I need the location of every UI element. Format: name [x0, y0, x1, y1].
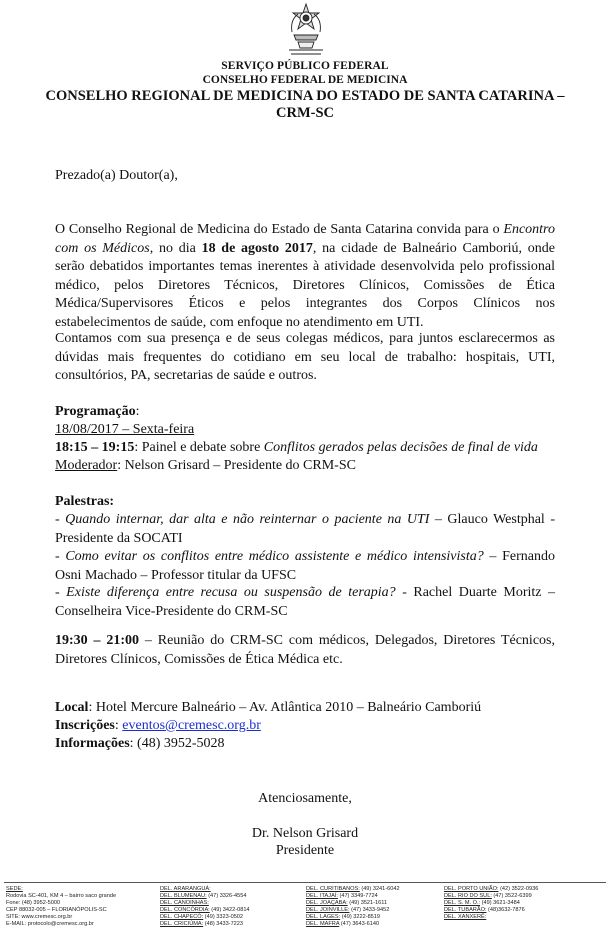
- footer: [0, 882, 610, 934]
- panel-text: : Painel e debate sobre: [134, 440, 264, 455]
- header-line-acronym: CRM-SC: [276, 105, 334, 121]
- footer-row: [6, 886, 116, 893]
- participation-paragraph: Contamos com sua presença e de seus colegas médicos, para juntos esclarecermos as dúvidas mais frequentes do cotidiano em seu local de trabalho: hospitais, UTI, consultórios, PA, secretarias de saúde e outros.: [55, 331, 555, 383]
- invitation-paragraph: [55, 221, 555, 332]
- invitation-text-mid: , no dia: [149, 240, 202, 256]
- coat-of-arms-icon: [286, 2, 326, 58]
- footer-divider: [4, 882, 606, 883]
- footer-row: DEL. RIO DO SUL: (47) 3522-6399: [444, 893, 532, 900]
- footer-row: CEP 88032-005 – FLORIANÓPOLIS-SC: [6, 907, 107, 914]
- invitation-text-end: , na cidade de Balneário Camboriú, onde serão debatidos importantes temas inerentes à atividade desenvolvida pelo profissional médico, pelos Diretores Técnicos, Diretores Clínicos, Comissões de Ética Médica/Supervisores Éticos e pelos integrantes dos Corpos Clínicos nos estabelecimentos de saúde, com enfoque no atendimento em UTI.: [55, 240, 555, 330]
- footer-row: DEL. CURITIBANOS: (49) 3241-6042: [306, 886, 400, 892]
- inscricoes-label: Inscrições: [55, 718, 115, 733]
- local-label: Local: [55, 700, 89, 715]
- palestra-item: [55, 584, 555, 621]
- footer-row: SITE: www.cremesc.org.br: [6, 914, 73, 921]
- footer-row: DEL. ITAJAÍ: (47) 3349-7724: [306, 893, 378, 900]
- palestra-speaker: – Glauco Westphal - Presidente da SOCATI: [55, 512, 555, 546]
- footer-delegations-2: [306, 886, 400, 929]
- header-line-federal-service: SERVIÇO PÚBLICO FEDERAL: [221, 60, 389, 72]
- event-date: 18 de agosto 2017: [201, 240, 313, 256]
- footer-row: DEL. CANOINHAS:: [160, 900, 209, 907]
- palestra-title: - Existe diferença entre recusa ou suspensão de terapia?: [55, 585, 396, 600]
- palestra-speaker: - Rachel Duarte Moritz – Conselheira Vice-Presidente do CRM-SC: [55, 585, 556, 619]
- moderator-line: [55, 457, 356, 476]
- programacao-title: Programação: [55, 404, 136, 419]
- panel-topic: Conflitos gerados pelas decisões de final de vida: [263, 440, 538, 455]
- footer-headquarters: [6, 886, 116, 929]
- inscricoes-sep: :: [114, 718, 123, 733]
- palestra-title: - Quando internar, dar alta e não reinternar o paciente na UTI: [55, 512, 430, 527]
- footer-row: DEL. JOINVILLE: (47) 3433-9452: [306, 907, 390, 914]
- header-line-crm-sc: CONSELHO REGIONAL DE MEDICINA DO ESTADO DE SANTA CATARINA –: [45, 88, 565, 104]
- footer-label: SEDE:: [6, 886, 23, 892]
- header-line-cfm: CONSELHO FEDERAL DE MEDICINA: [202, 74, 408, 86]
- program-date: 18/08/2017 – Sexta-feira: [55, 422, 195, 437]
- palestras-heading: Palestras:: [55, 494, 115, 509]
- footer-row: E-MAIL: protocolo@cremesc.org.br: [6, 921, 94, 928]
- footer-row: DEL. CHAPECÓ: (49) 3323-0502: [160, 914, 244, 921]
- informacoes-line: [55, 735, 225, 754]
- footer-delegations-3: [444, 886, 538, 921]
- local-line: [55, 699, 481, 718]
- local-text: : Hotel Mercure Balneário – Av. Atlântica 2010 – Balneário Camboriú: [88, 700, 482, 715]
- closing-regards: Atenciosamente,: [258, 791, 352, 806]
- footer-row: Rodovia SC-401, KM 4 – bairro saco grande: [6, 893, 117, 900]
- informacoes-text: : (48) 3952-5028: [129, 736, 225, 751]
- event-name: Encontro com os Médicos: [55, 222, 555, 256]
- footer-row: DEL. ARARANGUÁ:: [160, 886, 211, 892]
- programacao-heading: [55, 403, 140, 422]
- footer-delegations-1: [160, 886, 250, 929]
- palestra-speaker: – Fernando Osni Machado – Professor titular da UFSC: [55, 549, 555, 583]
- panel-line: [55, 439, 538, 458]
- programacao-colon: :: [135, 404, 140, 419]
- footer-row: DEL. S. M. O.: (49) 3621-3484: [444, 900, 520, 907]
- moderator-text: : Nelson Grisard – Presidente do CRM-SC: [117, 458, 356, 473]
- footer-row: DEL. PORTO UNIÃO: (42) 3522-0936: [444, 886, 539, 892]
- footer-row: DEL. MAFRA (47) 3643-6140: [306, 921, 380, 928]
- footer-row: DEL. CRICIÚMA: (48) 3433-7223: [160, 921, 244, 928]
- footer-row: DEL. CONCÓRDIA: (49) 3422-0814: [160, 907, 250, 914]
- signer-name: Dr. Nelson Grisard: [251, 826, 359, 841]
- meeting-time: 19:30 – 21:00: [55, 633, 140, 648]
- salutation: Prezado(a) Doutor(a),: [55, 168, 178, 183]
- invitation-text-start: O Conselho Regional de Medicina do Estado de Santa Catarina convida para o: [55, 222, 504, 237]
- meeting-text: – Reunião do CRM-SC com médicos, Delegados, Diretores Técnicos, Diretores Clínicos, Comissões de Ética Médica etc.: [55, 633, 555, 667]
- signer-title: Presidente: [275, 843, 335, 858]
- inscricoes-line: [55, 717, 261, 736]
- footer-row: DEL. TUBARÃO: (48)3632-7876: [444, 907, 525, 914]
- palestra-item: [55, 548, 555, 585]
- footer-row: DEL. XANXERÊ:: [444, 914, 487, 921]
- panel-time: 18:15 – 19:15: [55, 440, 135, 455]
- palestra-item: [55, 511, 555, 548]
- footer-row: DEL. BLUMENAU: (47) 3326-4554: [160, 893, 247, 900]
- meeting-paragraph: [55, 632, 555, 669]
- email-link[interactable]: eventos@cremesc.org.br: [122, 718, 261, 733]
- footer-row: DEL. JOAÇABA: (49) 3521-1611: [306, 900, 388, 907]
- informacoes-label: Informações: [55, 736, 130, 751]
- footer-row: DEL. LAGES: (49) 3222-8519: [306, 914, 381, 921]
- palestra-title: - Como evitar os conflitos entre médico assistente e médico intensivista?: [55, 549, 484, 564]
- moderator-label: Moderador: [55, 458, 118, 473]
- footer-row: Fone: (48) 3952-5000: [6, 900, 61, 907]
